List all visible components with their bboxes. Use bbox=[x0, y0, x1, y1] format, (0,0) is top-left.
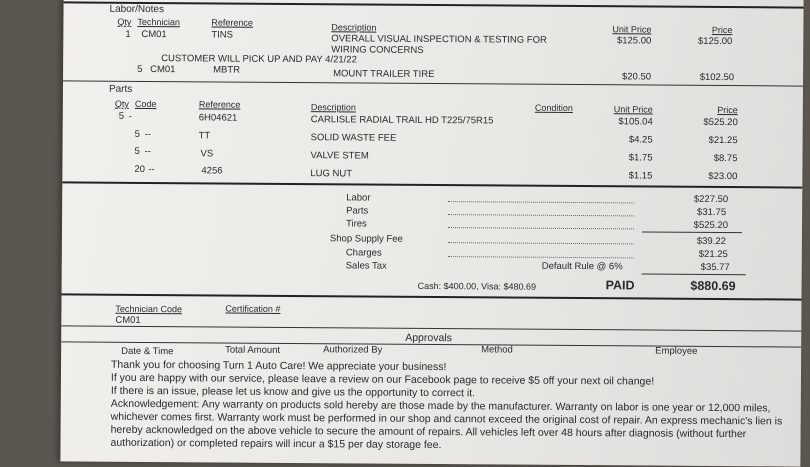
approvals-total-label: Total Amount bbox=[225, 344, 281, 356]
totals-tax-value: $35.77 bbox=[700, 261, 730, 274]
labor-row-2-ref: MBTR bbox=[213, 64, 241, 76]
parts-row-2-code: -- bbox=[144, 128, 152, 141]
labor-col-reference: Reference bbox=[211, 17, 254, 28]
approvals-method-label: Method bbox=[481, 344, 513, 356]
totals-tires-value: $525.20 bbox=[693, 219, 729, 232]
labor-row-2-tech: CM01 bbox=[150, 64, 176, 76]
approvals-title: Approvals bbox=[405, 331, 452, 345]
parts-col-price: Price bbox=[717, 104, 738, 116]
parts-row-1-unit: $105.04 bbox=[618, 116, 653, 128]
grand-total: $880.69 bbox=[690, 278, 736, 294]
totals-charges-value: $21.25 bbox=[698, 248, 728, 261]
footer-line-5: whichever comes first. Warranty work must be performed in our shop and cannot exceed the original cost of repair. An express mechanic's lien is bbox=[110, 410, 783, 428]
totals-labor-label: Labor bbox=[346, 192, 371, 204]
totals-shop-label: Shop Supply Fee bbox=[329, 233, 403, 245]
totals-labor-leader bbox=[448, 201, 634, 203]
parts-row-1-code: - bbox=[128, 110, 132, 122]
totals-parts-leader bbox=[448, 214, 634, 216]
parts-row-4-code: -- bbox=[148, 164, 155, 176]
parts-row-2-price: $21.25 bbox=[708, 134, 738, 147]
footer-line-4: Acknowledgement: Any warranty on products sold hereby are those made by the manufacturer. Warranty on labor is one year or 12,000 miles, bbox=[110, 397, 771, 415]
parts-col-unit-price: Unit Price bbox=[613, 104, 653, 115]
top-rule bbox=[64, 1, 804, 8]
approvals-employee-label: Employee bbox=[655, 345, 698, 357]
totals-tax-rule: Default Rule @ 6% bbox=[541, 260, 623, 273]
labor-row-2-unit: $20.50 bbox=[621, 71, 652, 83]
parts-row-1-ref: 6H04621 bbox=[198, 112, 238, 124]
parts-row-4-price: $23.00 bbox=[708, 170, 738, 183]
parts-col-reference: Reference bbox=[198, 99, 241, 110]
parts-row-3-code: -- bbox=[144, 145, 151, 158]
footer-line-3: If there is an issue, please let us know and give us the opportunity to correct it. bbox=[110, 384, 476, 400]
approvals-date-label: Date & Time bbox=[121, 345, 174, 358]
tech-code-value: CM01 bbox=[115, 314, 141, 326]
labor-col-qty: Qty bbox=[117, 16, 132, 27]
parts-row-3-desc: VALVE STEM bbox=[310, 150, 369, 162]
payment-summary: Cash: $400.00, Visa: $480.69 bbox=[417, 280, 537, 292]
labor-section-title: Labor/Notes bbox=[109, 3, 165, 16]
parts-col-condition: Condition bbox=[534, 102, 573, 113]
approvals-authorized-label: Authorized By bbox=[323, 344, 383, 356]
labor-row-1-qty: 1 bbox=[125, 28, 131, 40]
totals-charges-leader bbox=[448, 256, 634, 258]
footer-line-7: authorization) or completed repairs will incur a $15 per day storage fee. bbox=[110, 436, 442, 452]
parts-row-3-price: $8.75 bbox=[713, 152, 738, 165]
labor-col-technician: Technician bbox=[137, 16, 181, 28]
footer-line-6: hereby acknowledged on the above vehicle to secure the amount of repairs. All vehicles left over 48 hours after diagnosis (without further bbox=[110, 423, 747, 441]
parts-row-1-price: $525.20 bbox=[703, 116, 738, 129]
totals-shop-leader bbox=[448, 242, 634, 244]
parts-row-3-unit: $1.75 bbox=[628, 152, 653, 164]
paid-status: PAID bbox=[605, 278, 635, 293]
totals-tires-label: Tires bbox=[345, 218, 367, 230]
parts-row-1-qty: 5 bbox=[118, 110, 125, 122]
labor-row-1-unit: $125.00 bbox=[616, 35, 652, 47]
parts-row-4-unit: $1.15 bbox=[628, 170, 653, 182]
totals-charges-label: Charges bbox=[345, 247, 382, 259]
parts-row-2-qty: 5 bbox=[134, 128, 140, 140]
labor-col-unit-price: Unit Price bbox=[612, 24, 652, 35]
totals-subtotal-rule bbox=[642, 231, 742, 233]
labor-row-2-qty: 5 bbox=[137, 63, 143, 75]
parts-section-title: Parts bbox=[108, 83, 133, 95]
totals-parts-value: $31.75 bbox=[697, 206, 727, 219]
labor-row-1-tech: CM01 bbox=[141, 28, 167, 41]
labor-row-2-desc: MOUNT TRAILER TIRE bbox=[333, 68, 435, 81]
totals-tires-leader bbox=[448, 227, 634, 229]
parts-row-1-desc: CARLISLE RADIAL TRAIL HD T225/75R15 bbox=[310, 114, 494, 127]
totals-tax-label: Sales Tax bbox=[345, 260, 387, 272]
totals-grand-rule bbox=[642, 273, 746, 275]
footer-line-2: If you are happy with our service, please leave a review on our Facebook page to receive $5 off your next oil change! bbox=[110, 371, 655, 388]
parts-row-4-ref: 4256 bbox=[201, 165, 223, 177]
parts-col-code: Code bbox=[134, 98, 157, 110]
parts-row-2-ref: TT bbox=[198, 130, 211, 142]
labor-col-description: Description bbox=[331, 22, 377, 33]
totals-parts-label: Parts bbox=[346, 205, 369, 217]
totals-shop-value: $39.22 bbox=[696, 235, 726, 248]
tech-code-label: Technician Code bbox=[115, 303, 183, 315]
labor-row-1-price: $125.00 bbox=[697, 35, 733, 48]
tech-approvals-divider bbox=[61, 325, 801, 331]
parts-totals-divider bbox=[62, 181, 802, 188]
parts-row-3-ref: VS bbox=[200, 148, 214, 160]
labor-row-2-price: $102.50 bbox=[699, 71, 735, 84]
invoice-paper bbox=[60, 0, 803, 467]
labor-row-1-desc-cont: WIRING CONCERNS bbox=[331, 44, 424, 56]
totals-tech-divider bbox=[62, 293, 802, 300]
parts-row-2-unit: $4.25 bbox=[628, 134, 653, 146]
labor-note: CUSTOMER WILL PICK UP AND PAY 4/21/22 bbox=[161, 53, 357, 66]
footer-line-1: Thank you for choosing Turn 1 Auto Care! We appreciate your business! bbox=[111, 358, 447, 374]
labor-col-price: Price bbox=[711, 24, 733, 36]
tech-cert-label: Certification # bbox=[225, 303, 281, 314]
parts-row-3-qty: 5 bbox=[134, 145, 140, 157]
parts-row-4-qty: 20 bbox=[134, 163, 146, 175]
parts-col-description: Description bbox=[310, 102, 356, 113]
parts-row-2-desc: SOLID WASTE FEE bbox=[310, 132, 397, 144]
parts-col-qty: Qty bbox=[114, 98, 129, 109]
labor-row-1-desc: OVERALL VISUAL INSPECTION & TESTING FOR bbox=[331, 33, 547, 46]
parts-row-4-desc: LUG NUT bbox=[310, 168, 353, 180]
labor-row-1-ref: TINS bbox=[211, 29, 234, 41]
totals-labor-value: $227.50 bbox=[693, 193, 729, 206]
